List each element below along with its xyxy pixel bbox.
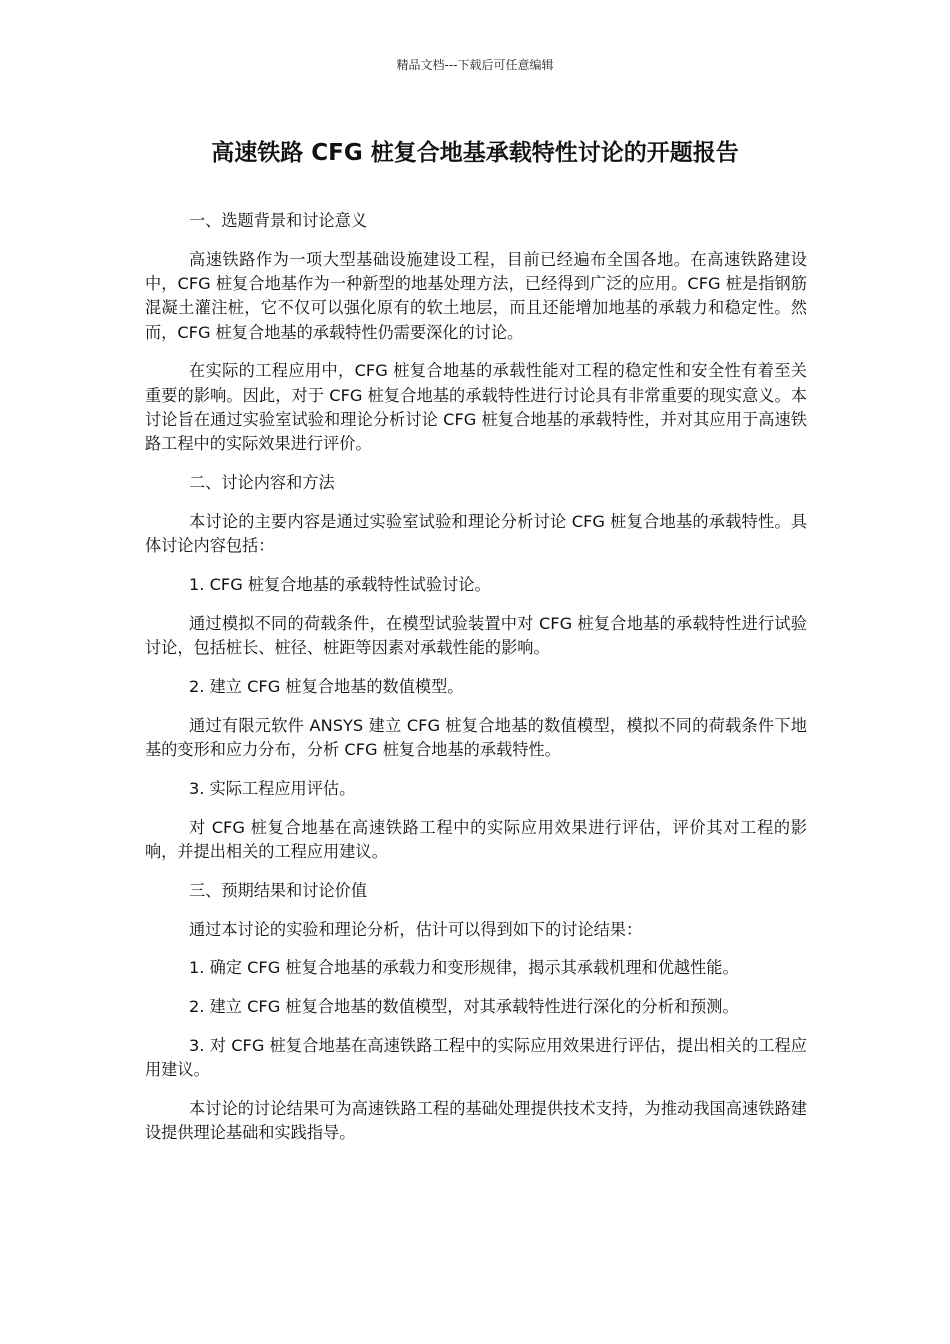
paragraph-main-content: 本讨论的主要内容是通过实验室试验和理论分析讨论 CFG 桩复合地基的承载特性。具体讨论内容包括：: [145, 511, 807, 556]
list-item-evaluation: 3. 实际工程应用评估。: [189, 778, 356, 798]
paragraph-significance: 在实际的工程应用中，CFG 桩复合地基的承载性能对工程的稳定性和安全性有着至关重要的影响。因此，对于 CFG 桩复合地基的承载特性进行讨论具有非常重要的现实意义。本讨论旨在通过实验室试验和理论分析讨论 CFG 桩复合地基的承载特性，并对其应用于高速铁路工程中的实际效果进行评价。: [145, 361, 807, 454]
page-header: 精品文档---下载后可任意编辑: [396, 58, 554, 72]
paragraph-conclusion: 本讨论的讨论结果可为高速铁路工程的基础处理提供技术支持，为推动我国高速铁路建设提供理论基础和实践指导。: [145, 1099, 807, 1143]
paragraph-experiment-detail: 通过模拟不同的荷载条件，在模型试验装置中对 CFG 桩复合地基的承载特性进行试验讨论，包括桩长、桩径、桩距等因素对承载性能的影响。: [145, 613, 807, 658]
document-title: 高速铁路 CFG 桩复合地基承载特性讨论的开题报告: [211, 140, 739, 166]
section-heading-content-methods: 二、讨论内容和方法: [189, 473, 335, 493]
document-body: [145, 209, 807, 1146]
list-item-experiment: 1. CFG 桩复合地基的承载特性试验讨论。: [189, 575, 491, 595]
paragraph-expected-intro: 通过本讨论的实验和理论分析，估计可以得到如下的讨论结果：: [189, 919, 643, 939]
result-item-3: 3. 对 CFG 桩复合地基在高速铁路工程中的实际应用效果进行评估，提出相关的工程应用建议。: [145, 1035, 807, 1080]
result-item-2: 2. 建立 CFG 桩复合地基的数值模型，对其承载特性进行深化的分析和预测。: [189, 997, 739, 1017]
list-item-numerical-model: 2. 建立 CFG 桩复合地基的数值模型。: [189, 676, 464, 696]
paragraph-background: 高速铁路作为一项大型基础设施建设工程，目前已经遍布全国各地。在高速铁路建设中，CFG 桩复合地基作为一种新型的地基处理方法，已经得到广泛的应用。CFG 桩是指钢筋混凝土灌注桩，它不仅可以强化原有的软土地层，而且还能增加地基的承载力和稳定性。然而，CFG 桩复合地基的承载特性仍需要深化的讨论。: [145, 249, 807, 342]
paragraph-numerical-model-detail: 通过有限元软件 ANSYS 建立 CFG 桩复合地基的数值模型，模拟不同的荷载条件下地基的变形和应力分布，分析 CFG 桩复合地基的承载特性。: [145, 715, 807, 760]
result-item-1: 1. 确定 CFG 桩复合地基的承载力和变形规律，揭示其承载机理和优越性能。: [189, 958, 739, 978]
section-heading-expected-results: 三、预期结果和讨论价值: [189, 880, 368, 900]
paragraph-evaluation-detail: 对 CFG 桩复合地基在高速铁路工程中的实际应用效果进行评估，评价其对工程的影响，并提出相关的工程应用建议。: [145, 817, 807, 861]
section-heading-background: 一、选题背景和讨论意义: [189, 211, 368, 230]
